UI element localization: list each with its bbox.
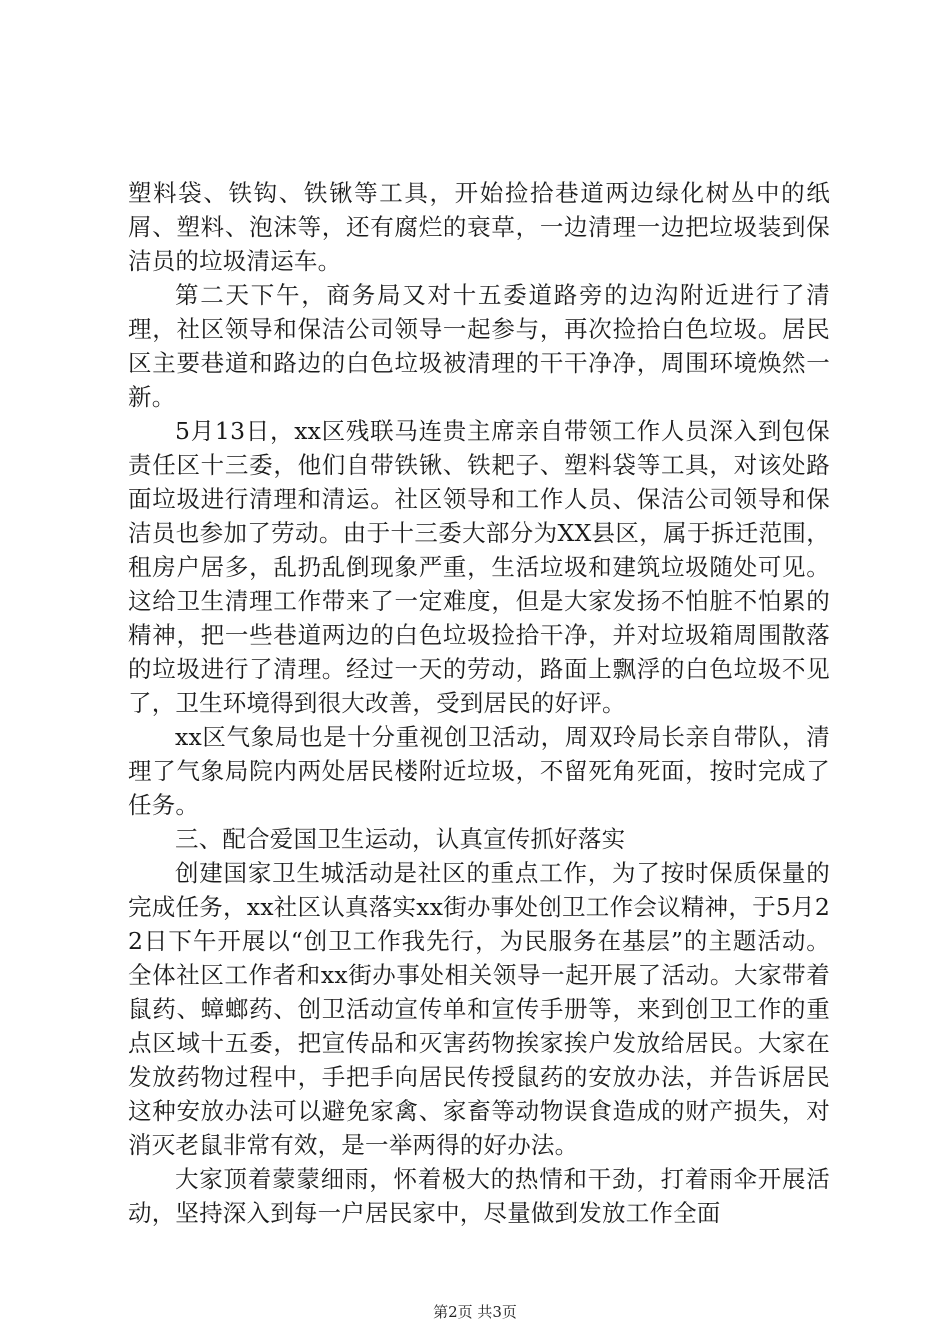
- paragraph-3: 5月13日，xx区残联马连贵主席亲自带领工作人员深入到包保责任区十三委，他们自带铁锹、铁耙子、塑料袋等工具，对该处路面垃圾进行清理和清运。社区领导和工作人员、保洁公司领导和保洁员也参加了劳动。由于十三委大部分为XX县区，属于拆迁范围，租房户居多，乱扔乱倒现象严重，生活垃圾和建筑垃圾随处可见。这给卫生清理工作带来了一定难度，但是大家发扬不怕脏不怕累的精神，把一些巷道两边的白色垃圾捡拾干净，并对垃圾箱周围散落的垃圾进行了清理。经过一天的劳动，路面上飘浮的白色垃圾不见了，卫生环境得到很大改善，受到居民的好评。: [128, 417, 830, 717]
- section-heading: 三、配合爱国卫生运动，认真宣传抓好落实: [175, 825, 626, 853]
- paragraph-2: 第二天下午，商务局又对十五委道路旁的边沟附近进行了清理，社区领导和保洁公司领导一起参与，再次捡拾白色垃圾。居民区主要巷道和路边的白色垃圾被清理的干干净净，周围环境焕然一新。: [128, 281, 830, 411]
- page-number-footer: 第2页 共3页: [433, 1303, 517, 1321]
- paragraph-6: 大家顶着蒙蒙细雨，怀着极大的热情和干劲，打着雨伞开展活动，坚持深入到每一户居民家中，尽量做到发放工作全面: [128, 1165, 830, 1227]
- paragraph-5: 创建国家卫生城活动是社区的重点工作，为了按时保质保量的完成任务，xx社区认真落实xx街办事处创卫工作会议精神，于5月22日下午开展以“创卫工作我先行，为民服务在基层”的主题活动。全体社区工作者和xx街办事处相关领导一起开展了活动。大家带着鼠药、蟑螂药、创卫活动宣传单和宣传手册等，来到创卫工作的重点区域十五委，把宣传品和灭害药物挨家挨户发放给居民。大家在发放药物过程中，手把手向居民传授鼠药的安放办法，并告诉居民这种安放办法可以避免家禽、家畜等动物误食造成的财产损失，对消灭老鼠非常有效，是一举两得的好办法。: [128, 859, 830, 1159]
- paragraph-1: 塑料袋、铁钩、铁锹等工具，开始捡拾巷道两边绿化树丛中的纸屑、塑料、泡沫等，还有腐烂的衰草，一边清理一边把垃圾装到保洁员的垃圾清运车。: [128, 179, 830, 275]
- paragraph-4: xx区气象局也是十分重视创卫活动，周双玲局长亲自带队，清理了气象局院内两处居民楼附近垃圾，不留死角死面，按时完成了任务。: [128, 723, 830, 819]
- body-text: [128, 176, 830, 1230]
